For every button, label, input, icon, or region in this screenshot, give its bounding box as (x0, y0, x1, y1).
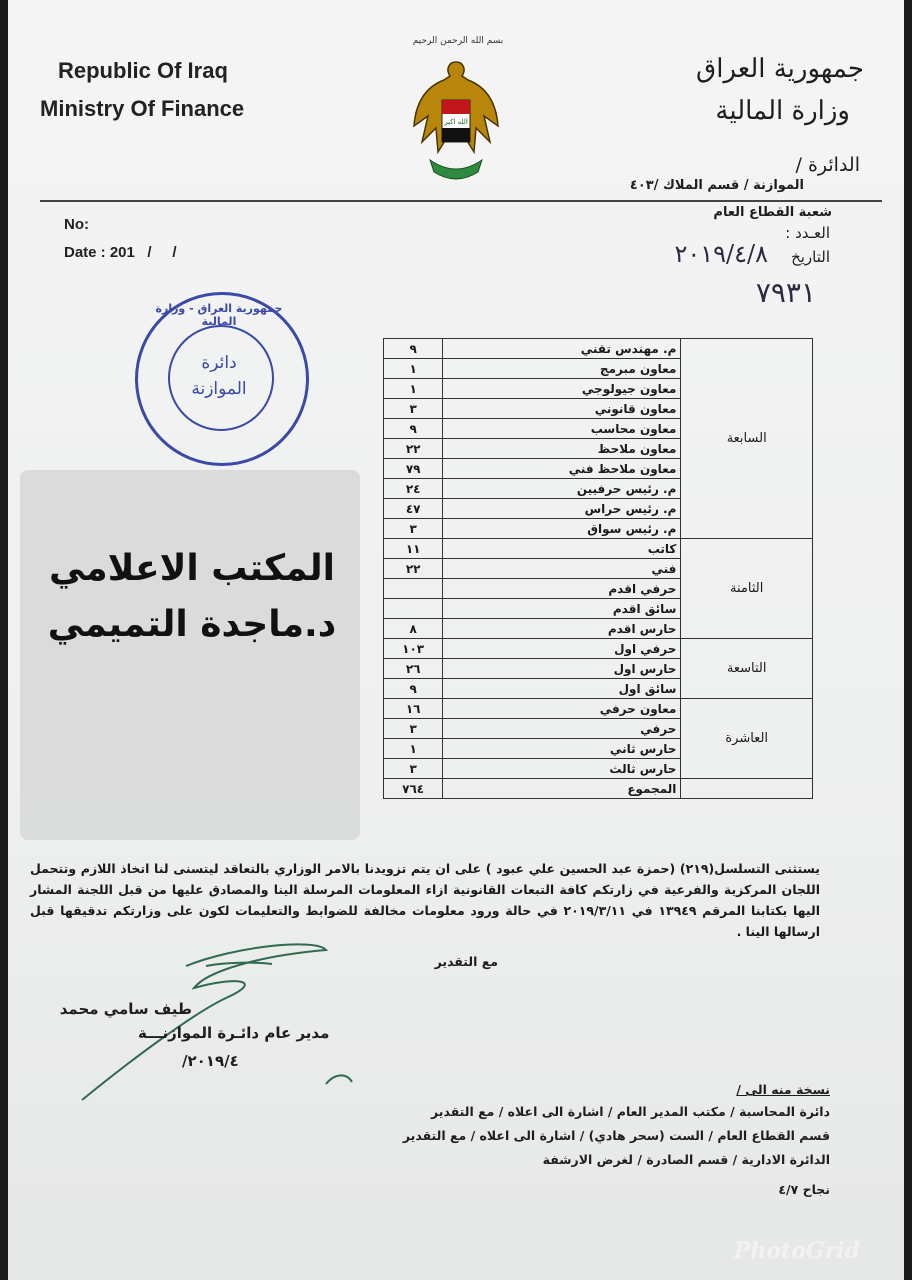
stamp-outer-text: جمهورية العراق - وزارة المالية (155, 302, 283, 328)
grade-cell: الثامنة (681, 539, 813, 639)
job-title-cell: معاون قانوني (443, 399, 681, 419)
job-title-cell: معاون حرفي (443, 699, 681, 719)
header-branch: شعبة القطاع العام (713, 205, 832, 220)
header-number-label: العـدد : (785, 224, 830, 242)
table-row (384, 539, 813, 559)
signature-name: طيف سامي محمد (59, 1000, 192, 1018)
job-title-cell: فني (443, 559, 681, 579)
count-cell: ٣ (384, 519, 443, 539)
total-row (384, 779, 813, 799)
grade-cell: العاشرة (681, 699, 813, 779)
job-title-cell: م. رئيس حرفيين (443, 479, 681, 499)
overlay-office-title: المكتب الاعلامي (48, 548, 336, 589)
job-title-cell: معاون مبرمج (443, 359, 681, 379)
count-cell: ٢٦ (384, 659, 443, 679)
copies-line-3: الدائرة الادارية / قسم الصادرة / لغرض الارشفة (542, 1152, 830, 1167)
stamp-inner-text: دائرة الموازنة (191, 353, 247, 399)
total-empty-cell (681, 779, 813, 799)
total-value: ٧٦٤ (384, 779, 443, 799)
copies-line-2: قسم القطاع العام / الست (سحر هادي) / اشارة الى اعلاه / مع التقدير (402, 1128, 830, 1143)
count-cell: ١ (384, 739, 443, 759)
count-cell: ٢٢ (384, 439, 443, 459)
count-cell: ٣ (384, 759, 443, 779)
iraq-eagle-emblem (408, 56, 504, 190)
header-date-value: ٢٠١٩/٤/٨ (674, 240, 768, 268)
job-title-cell: حرفي اول (443, 639, 681, 659)
count-cell: ١٦ (384, 699, 443, 719)
job-title-cell: سائق اقدم (443, 599, 681, 619)
job-title-cell: حرفي (443, 719, 681, 739)
count-cell: ١ (384, 379, 443, 399)
svg-text:الله اكبر: الله اكبر (444, 118, 468, 126)
job-title-cell: حرفي اقدم (443, 579, 681, 599)
job-title-cell: حارس اول (443, 659, 681, 679)
job-title-cell: سائق اول (443, 679, 681, 699)
grade-cell: التاسعة (681, 639, 813, 699)
job-title-cell: معاون ملاحظ فني (443, 459, 681, 479)
header-ref-number: ٧٩٣١ (755, 276, 816, 309)
no-label: No: (64, 216, 89, 233)
count-cell: ٩ (384, 419, 443, 439)
table-row (384, 339, 813, 359)
closing-line: مع التقدير (434, 954, 498, 969)
job-title-cell: حارس اقدم (443, 619, 681, 639)
grade-cell: السابعة (681, 339, 813, 539)
table-row (384, 699, 813, 719)
header-republic: Republic Of Iraq (58, 58, 228, 83)
total-label: المجموع (443, 779, 681, 799)
header-section: الموازنة / قسم الملاك /٤٠٣ (629, 178, 804, 193)
count-cell: ٣ (384, 399, 443, 419)
header-ar-republic: جمهورية العراق (696, 54, 864, 84)
count-cell (384, 599, 443, 619)
header-ministry: Ministry Of Finance (40, 96, 245, 121)
table-row (384, 639, 813, 659)
staff-grades-table (383, 338, 813, 799)
job-title-cell: معاون محاسب (443, 419, 681, 439)
copies-heading: نسخة منه الى / (736, 1082, 830, 1097)
handwritten-signature (76, 936, 376, 1106)
job-title-cell: م. مهندس تقني (443, 339, 681, 359)
count-cell: ١ (384, 359, 443, 379)
job-title-cell: معاون جيولوجي (443, 379, 681, 399)
body-paragraph: يستثنى التسلسل(٢١٩) (حمزة عبد الحسين علي عبود ) على ان يتم تزويدنا بالامر الوزاري بالتعاقد ليتسنى لنا اتخاذ اللازم وتتحمل اللجان المركزية والفرعية في زارتكم كافة التبعات القانونية ازاء المعلومات المرسلة الينا والمصادق عليها من قبل اللجنة المشار اليها بكتابنا المرقم ١٣٩٤٩ في ٢٠١٩/٣/١١ في حالة ورود معلومات مخالفة للضوابط والتعليمات لكون على وزارتكم تدقيقها قبل ارسالها الينا . (30, 861, 820, 939)
redaction-patch (20, 470, 360, 840)
job-title-cell: كاتب (443, 539, 681, 559)
photogrid-watermark: PhotoGrid (733, 1238, 860, 1264)
count-cell: ٤٧ (384, 499, 443, 519)
bismillah-caption: بسم الله الرحمن الرحيم (412, 36, 504, 46)
count-cell: ٢٤ (384, 479, 443, 499)
count-cell: ٨ (384, 619, 443, 639)
job-title-cell: حارس ثاني (443, 739, 681, 759)
job-title-cell: حارس ثالث (443, 759, 681, 779)
header-divider (40, 200, 882, 202)
header-ar-ministry: وزارة المالية (715, 96, 850, 126)
count-cell: ١١ (384, 539, 443, 559)
signature-date: ٢٠١٩/٤/ (182, 1052, 239, 1070)
copies-initials: نجاح ٤/٧ (778, 1182, 830, 1197)
count-cell: ٩ (384, 339, 443, 359)
count-cell: ٩ (384, 679, 443, 699)
job-title-cell: م. رئيس حراس (443, 499, 681, 519)
date-en-label: Date : 201 / / (64, 244, 177, 261)
header-department: الدائرة / (795, 154, 860, 176)
header-date-label: التاريخ (791, 248, 830, 266)
copies-line-1: دائرة المحاسبة / مكتب المدير العام / اشارة الى اعلاه / مع التقدير (431, 1104, 830, 1119)
count-cell (384, 579, 443, 599)
signature-title: مدير عام دائـرة الموازنـــة (138, 1024, 330, 1042)
count-cell: ٧٩ (384, 459, 443, 479)
overlay-person-name: د.ماجدة التميمي (47, 604, 337, 645)
job-title-cell: م. رئيس سواق (443, 519, 681, 539)
count-cell: ٣ (384, 719, 443, 739)
job-title-cell: معاون ملاحظ (443, 439, 681, 459)
count-cell: ٢٢ (384, 559, 443, 579)
count-cell: ١٠٣ (384, 639, 443, 659)
